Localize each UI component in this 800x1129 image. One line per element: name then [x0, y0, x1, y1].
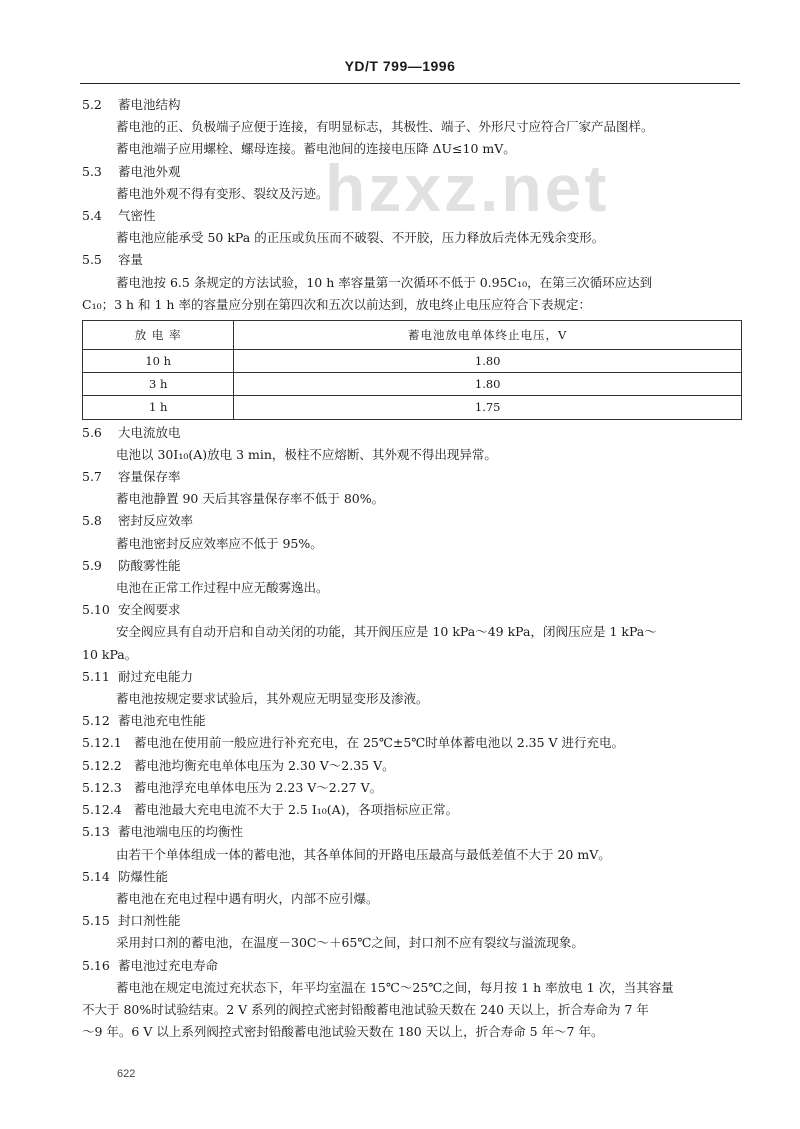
- table-row: [83, 396, 742, 419]
- section-5-8-paragraph: 蓄电池密封反应效率应不低于 95%。: [116, 535, 323, 551]
- section-5-4-heading: 5.4 气密性: [82, 208, 156, 224]
- table-cell: 1.75: [234, 396, 742, 419]
- watermark: hzxz.net: [325, 151, 610, 225]
- table-cell: 1 h: [83, 396, 234, 419]
- section-5-6-paragraph: 电池以 30I₁₀(A)放电 3 min，极柱不应熔断、其外观不得出现异常。: [116, 446, 497, 462]
- table-header-row: [83, 321, 742, 350]
- section-5-5-paragraph-2: C₁₀；3 h 和 1 h 率的容量应分别在第四次和五次以前达到，放电终止电压应符合下表规定：: [82, 296, 591, 312]
- section-5-2-paragraph-1: 蓄电池的正、负极端子应便于连接，有明显标志，其极性、端子、外形尺寸应符合厂家产品图样。: [116, 119, 654, 135]
- section-5-2-heading: 5.2 蓄电池结构: [82, 97, 181, 112]
- section-5-5-heading: 5.5 容量: [82, 252, 144, 268]
- section-5-3-paragraph: 蓄电池外观不得有变形、裂纹及污迹。: [116, 185, 329, 201]
- table-cell: 10 h: [83, 350, 234, 373]
- section-5-8-heading: 5.8 密封反应效率: [82, 513, 194, 529]
- section-5-7-heading: 5.7 容量保存率: [82, 469, 181, 485]
- section-5-14-heading: 5.14 防爆性能: [82, 868, 169, 884]
- section-5-15-heading: 5.15 封口剂性能: [82, 913, 181, 929]
- document-body: [82, 94, 742, 1043]
- page-number: 622: [117, 1068, 136, 1080]
- section-5-11-heading: 5.11 耐过充电能力: [82, 668, 194, 684]
- section-5-16-paragraph-3: ～9 年。6 V 以上系列阀控式密封铅酸蓄电池试验天数在 180 天以上，折合寿命 5 年～7 年。: [82, 1024, 604, 1040]
- section-5-10-heading: 5.10 安全阀要求: [82, 602, 181, 618]
- section-5-4-paragraph: 蓄电池应能承受 50 kPa 的正压或负压而不破裂、不开胶，压力释放后壳体无残余变形。: [116, 230, 605, 246]
- section-5-2-paragraph-2: 蓄电池端子应用螺栓、螺母连接。蓄电池间的连接电压降 ΔU≤10 mV。: [116, 141, 516, 157]
- section-5-9-heading: 5.9 防酸雾性能: [82, 557, 181, 573]
- header-rule: [80, 83, 740, 84]
- table-header-cell: 蓄电池放电单体终止电压，V: [234, 321, 742, 350]
- section-5-12-heading: 5.12 蓄电池充电性能: [82, 713, 206, 729]
- section-5-10-paragraph-2: 10 kPa。: [82, 646, 138, 662]
- section-5-12-2: 5.12.2 蓄电池均衡充电单体电压为 2.30 V～2.35 V。: [82, 757, 395, 773]
- section-5-12-1: 5.12.1 蓄电池在使用前一般应进行补充充电，在 25℃±5℃时单体蓄电池以 2.35 V 进行充电。: [82, 735, 625, 751]
- section-5-15-paragraph: 采用封口剂的蓄电池，在温度－30C～＋65℃之间，封口剂不应有裂纹与溢流现象。: [116, 935, 584, 951]
- section-5-12-4: 5.12.4 蓄电池最大充电电流不大于 2.5 I₁₀(A)，各项指标应正常。: [82, 802, 459, 818]
- table-header-cell: 放 电 率: [83, 321, 234, 350]
- section-5-10-paragraph-1: 安全阀应具有自动开启和自动关闭的功能，其开阀压应是 10 kPa～49 kPa，闭阀压应是 1 kPa～: [116, 624, 657, 640]
- section-5-11-paragraph: 蓄电池按规定要求试验后，其外观应无明显变形及渗液。: [116, 691, 429, 707]
- section-5-12-3: 5.12.3 蓄电池浮充电单体电压为 2.23 V～2.27 V。: [82, 779, 383, 795]
- section-5-5-paragraph-1: 蓄电池按 6.5 条规定的方法试验，10 h 率容量第一次循环不低于 0.95C₁₀，在第三次循环应达到: [116, 274, 653, 290]
- section-5-16-heading: 5.16 蓄电池过充电寿命: [82, 957, 219, 973]
- section-5-14-paragraph: 蓄电池在充电过程中遇有明火，内部不应引爆。: [116, 890, 379, 906]
- section-5-13-paragraph: 由若干个单体组成一体的蓄电池，其各单体间的开路电压最高与最低差值不大于 20 mV。: [116, 846, 611, 862]
- table-row: [83, 350, 742, 373]
- section-5-7-paragraph: 蓄电池静置 90 天后其容量保存率不低于 80%。: [116, 491, 385, 507]
- table-cell: 1.80: [234, 373, 742, 396]
- section-5-6-heading: 5.6 大电流放电: [82, 424, 181, 440]
- document-code-header: YD/T 799—1996: [344, 58, 456, 74]
- table-row: [83, 373, 742, 396]
- section-5-9-paragraph: 电池在正常工作过程中应无酸雾逸出。: [116, 580, 329, 596]
- table-cell: 1.80: [234, 350, 742, 373]
- section-5-16-paragraph-1: 蓄电池在规定电流过充状态下，年平均室温在 15℃～25℃之间，每月按 1 h 率放电 1 次，当其容量: [116, 979, 674, 995]
- discharge-voltage-table: [82, 320, 742, 420]
- section-5-16-paragraph-2: 不大于 80%时试验结束。2 V 系列的阀控式密封铅酸蓄电池试验天数在 240 天以上，折合寿命为 7 年: [82, 1001, 649, 1017]
- table-cell: 3 h: [83, 373, 234, 396]
- section-5-3-heading: 5.3 蓄电池外观: [82, 163, 181, 179]
- section-5-13-heading: 5.13 蓄电池端电压的均衡性: [82, 824, 244, 840]
